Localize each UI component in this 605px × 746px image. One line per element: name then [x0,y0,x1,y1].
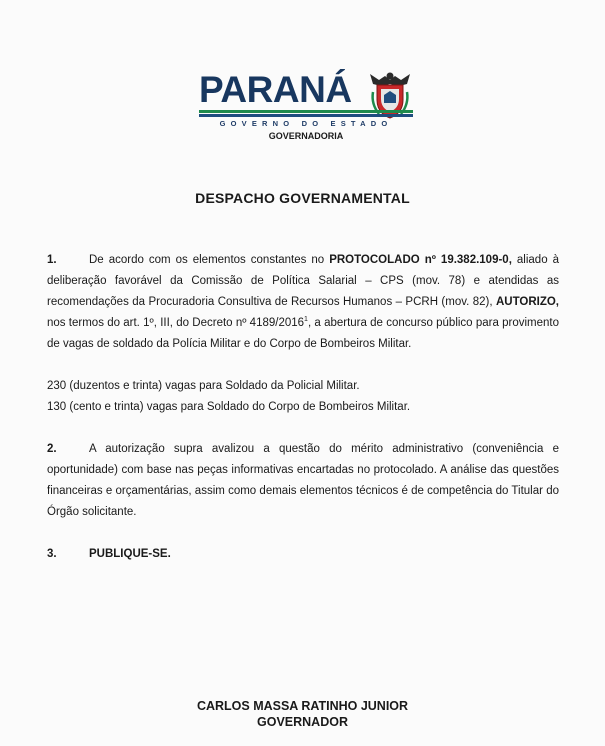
brand-subtitle: GOVERNO DO ESTADO [219,119,393,128]
paragraph-text: aliado à deliberação favorável da Comissão de Política Salarial – CPS (mov. 78) e atendidas as recomendações da Procuradoria Consultiva de Recursos Humanos – PCRH (mov. 82), [47,254,559,308]
paragraph-text: De acordo com os elementos constantes no [89,254,330,266]
brand-stripes [199,110,413,118]
paragraph-text: nos termos do art. 1º, III, do Decreto nº 4189/2016 [47,317,305,329]
paragraph-2 [47,439,559,523]
signatory-name: CARLOS MASSA RATINHO JUNIOR [196,699,409,713]
signature-block [0,698,605,730]
department-name: GOVERNADORIA [268,131,344,141]
vacancy-line: 230 (duzentos e trinta) vagas para Soldado da Policial Militar. [47,380,360,392]
paragraph-number: 3. [47,548,57,560]
protocol-number: PROTOCOLADO nº 19.382.109-0, [329,254,512,266]
document-title: DESPACHO GOVERNAMENTAL [195,190,410,206]
paragraph-number: 2. [47,443,57,455]
brand-row [199,70,419,110]
green-stripe [199,110,413,113]
document-body [47,250,559,565]
paragraph-3 [47,544,559,565]
paragraph-1 [47,250,559,355]
paragraph-number: 1. [47,254,57,266]
brand-wordmark: PARANÁ [199,69,352,110]
vacancy-line: 130 (cento e trinta) vagas para Soldado do Corpo de Bombeiros Militar. [47,401,411,413]
publish-order: PUBLIQUE-SE. [89,548,171,560]
paragraph-text: , a abertura de concurso público para provimento de vagas de soldado da Polícia Militar e do Corpo de Bombeiros Militar. [47,317,560,350]
footnote-marker: 1 [304,316,308,324]
blue-stripe [199,114,413,117]
letterhead [0,58,605,148]
paragraph-text: A autorização supra avalizou a questão do mérito administrativo (conveniência e oportunidade) com base nas peças informativas encartadas no protocolado. A análise das questões financeiras e orçamentárias, assim como demais elementos técnicos é de competência do Titular do Órgão solicitante. [47,443,559,518]
signatory-role: GOVERNADOR [257,715,348,729]
authorize-word: AUTORIZO, [495,296,559,308]
